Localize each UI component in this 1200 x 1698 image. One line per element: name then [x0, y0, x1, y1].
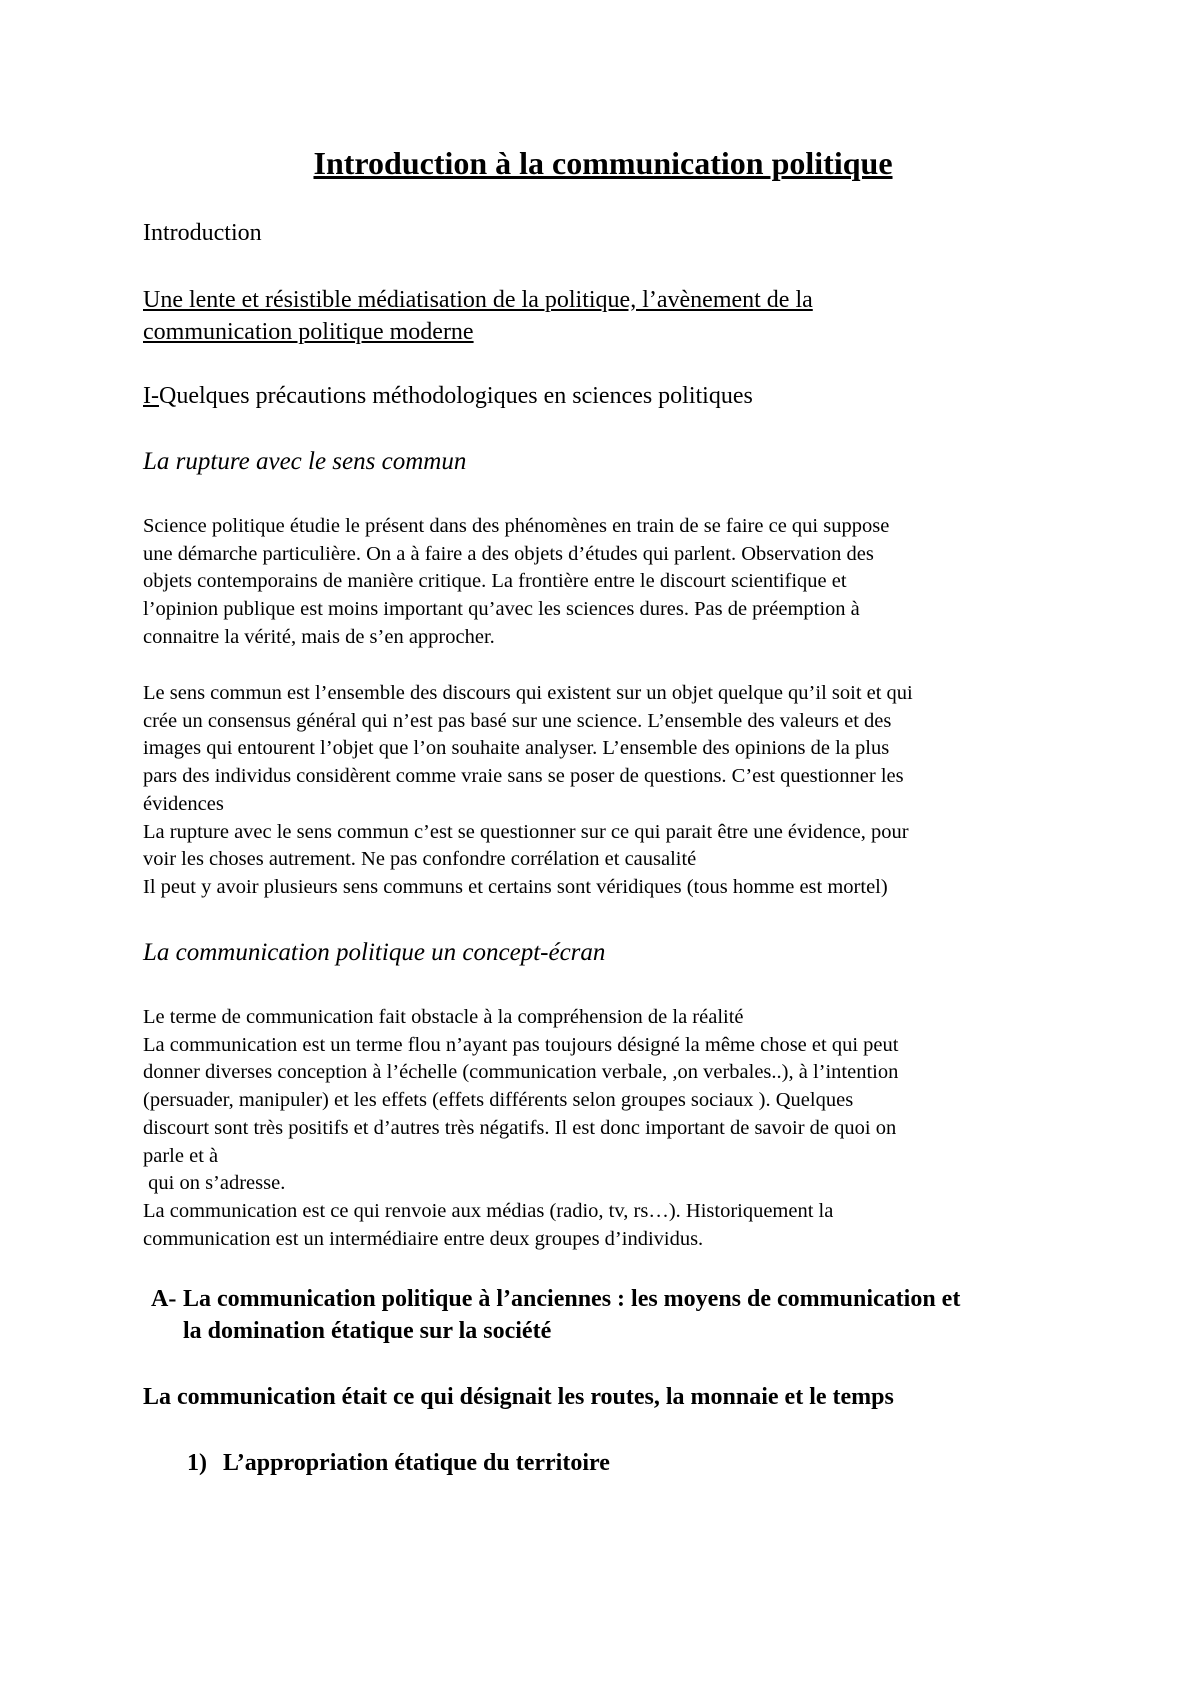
communication-definition-heading: La communication était ce qui désignait les routes, la monnaie et le temps	[143, 1384, 894, 1410]
paragraph-line: crée un consensus général qui n’est pas basé sur une science. L’ensemble des valeurs et des	[143, 709, 892, 732]
paragraph-1	[143, 513, 1073, 652]
section-a-text	[183, 1283, 960, 1347]
paragraph-line: discourt sont très positifs et d’autres très négatifs. Il est donc important de savoir de quoi on	[143, 1116, 897, 1139]
subtitle-line: Une lente et résistible médiatisation de la politique, l’avènement de la	[143, 287, 813, 313]
paragraph-line: Il peut y avoir plusieurs sens communs et certains sont véridiques (tous homme est mortel)	[143, 875, 888, 898]
paragraph-line: Le terme de communication fait obstacle à la compréhension de la réalité	[143, 1006, 744, 1028]
document-title: Introduction à la communication politique	[313, 145, 893, 181]
subtitle-line: communication politique moderne	[143, 319, 474, 345]
paragraph-line: Le sens commun est l’ensemble des discours qui existent sur un objet quelque qu’il soit et qui	[143, 682, 913, 704]
section-i-heading	[143, 380, 1073, 412]
paragraph-line: La rupture avec le sens commun c’est se questionner sur ce qui parait être une évidence, pour	[143, 820, 909, 843]
paragraph-2	[143, 680, 1073, 902]
paragraph-line: pars des individus considèrent comme vraie sans se poser de questions. C’est questionner les	[143, 765, 904, 788]
paragraph-line: évidences	[143, 792, 224, 815]
section-1-heading	[187, 1447, 1117, 1479]
paragraph-line: images qui entourent l’objet que l’on souhaite analyser. L’ensemble des opinions de la plus	[143, 737, 890, 760]
section-a-line: la domination étatique sur la société	[183, 1318, 552, 1344]
intro-heading: Introduction	[143, 220, 262, 246]
paragraph-3	[143, 1004, 1073, 1253]
concept-ecran-heading: La communication politique un concept-écran	[143, 939, 606, 966]
paragraph-line: La communication est ce qui renvoie aux médias (radio, tv, rs…). Historiquement la	[143, 1199, 834, 1222]
paragraph-line: connaitre la vérité, mais de s’en approcher.	[143, 625, 495, 648]
paragraph-line: (persuader, manipuler) et les effets (effets différents selon groupes sociaux ). Quelques	[143, 1089, 854, 1112]
section-i-number: I-	[143, 383, 159, 409]
rupture-heading: La rupture avec le sens commun	[143, 448, 467, 475]
paragraph-line: communication est un intermédiaire entre deux groupes d’individus.	[143, 1227, 704, 1250]
paragraph-line: qui on s’adresse.	[143, 1172, 286, 1195]
section-1-marker: 1)	[187, 1450, 207, 1476]
paragraph-line: voir les choses autrement. Ne pas confondre corrélation et causalité	[143, 848, 697, 871]
paragraph-line: La communication est un terme flou n’ayant pas toujours désigné la même chose et qui peut	[143, 1033, 899, 1056]
paragraph-line: objets contemporains de manière critique. La frontière entre le discourt scientifique et	[143, 570, 847, 593]
paragraph-line: une démarche particulière. On a à faire a des objets d’études qui parlent. Observation des	[143, 542, 874, 565]
section-a-marker: A-	[151, 1286, 177, 1312]
paragraph-line: parle et à	[143, 1144, 219, 1167]
section-i-text: Quelques précautions méthodologiques en sciences politiques	[158, 383, 753, 409]
section-1-text: L’appropriation étatique du territoire	[223, 1450, 610, 1476]
section-a-line: La communication politique à l’anciennes : les moyens de communication et	[183, 1286, 961, 1312]
subtitle-heading	[143, 284, 1073, 348]
paragraph-line: l’opinion publique est moins important qu’avec les sciences dures. Pas de préemption à	[143, 598, 860, 621]
paragraph-line: donner diverses conception à l’échelle (communication verbale, ,on verbales..), à l’intention	[143, 1061, 899, 1084]
paragraph-line: Science politique étudie le présent dans des phénomènes en train de se faire ce qui suppose	[143, 515, 890, 537]
